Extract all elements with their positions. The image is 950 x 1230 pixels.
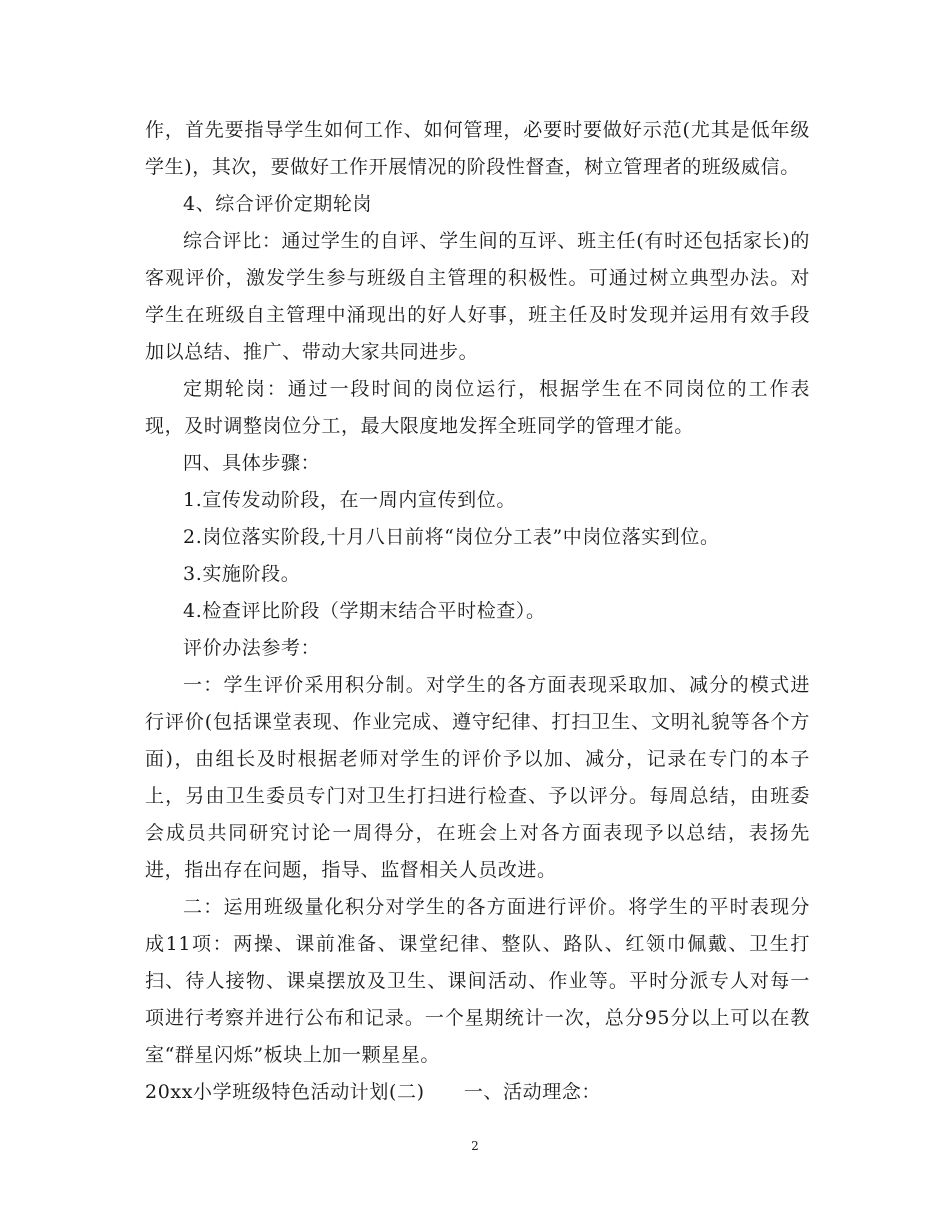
step-item-3: 3.实施阶段。 <box>183 563 301 585</box>
paragraph-continuation: 作，首先要指导学生如何工作、如何管理，必要时要做好示范(尤其是低年级学生)，其次，要做好工作开展情况的阶段性督查，树立管理者的班级威信。 <box>145 119 810 178</box>
step-item-1: 1.宣传发动阶段，在一周内宣传到位。 <box>183 489 516 511</box>
paragraph-regular-rotation: 定期轮岗：通过一段时间的岗位运行，根据学生在不同岗位的工作表现，及时调整岗位分工，最大限度地发挥全班同学的管理才能。 <box>145 378 810 437</box>
heading-evaluation-reference: 评价办法参考： <box>183 637 321 659</box>
paragraph-evaluation-method-1: 一：学生评价采用积分制。对学生的各方面表现采取加、减分的模式进行评价(包括课堂表现、作业完成、遵守纪律、打扫卫生、文明礼貌等各个方面)，由组长及时根据老师对学生的评价予以加、减分，记录在专门的本子上，另由卫生委员专门对卫生打扫进行检查、予以评分。每周总结，由班委会成员共同研究讨论一周得分，在班会上对各方面表现予以总结，表扬先进，指出存在问题，指导、监督相关人员改进。 <box>145 674 810 881</box>
paragraph-evaluation-method-2: 二：运用班级量化积分对学生的各方面进行评价。将学生的平时表现分成11项：两操、课前准备、课堂纪律、整队、路队、红领巾佩戴、卫生打扫、待人接物、课桌摆放及卫生、课间活动、作业等。平时分派专人对每一项进行考察并进行公布和记录。一个星期统计一次，总分95分以上可以在教室“群星闪烁”板块上加一颗星星。 <box>145 896 810 1066</box>
step-item-4: 4.检查评比阶段（学期末结合平时检查）。 <box>183 600 546 622</box>
heading-specific-steps: 四、具体步骤： <box>183 452 321 474</box>
heading-comprehensive-evaluation: 4、综合评价定期轮岗 <box>183 193 373 215</box>
step-item-2: 2.岗位落实阶段,十月八日前将“岗位分工表”中岗位落实到位。 <box>183 526 720 548</box>
paragraph-next-section-title: 20xx小学班级特色活动计划(二) 一、活动理念： <box>145 1081 602 1103</box>
page-number: 2 <box>471 1139 479 1153</box>
paragraph-comprehensive-comparison: 综合评比：通过学生的自评、学生间的互评、班主任(有时还包括家长)的客观评价，激发学生参与班级自主管理的积极性。可通过树立典型办法。对学生在班级自主管理中涌现出的好人好事，班主任及时发现并运用有效手段加以总结、推广、带动大家共同进步。 <box>145 230 810 363</box>
document-body <box>145 112 810 1111</box>
